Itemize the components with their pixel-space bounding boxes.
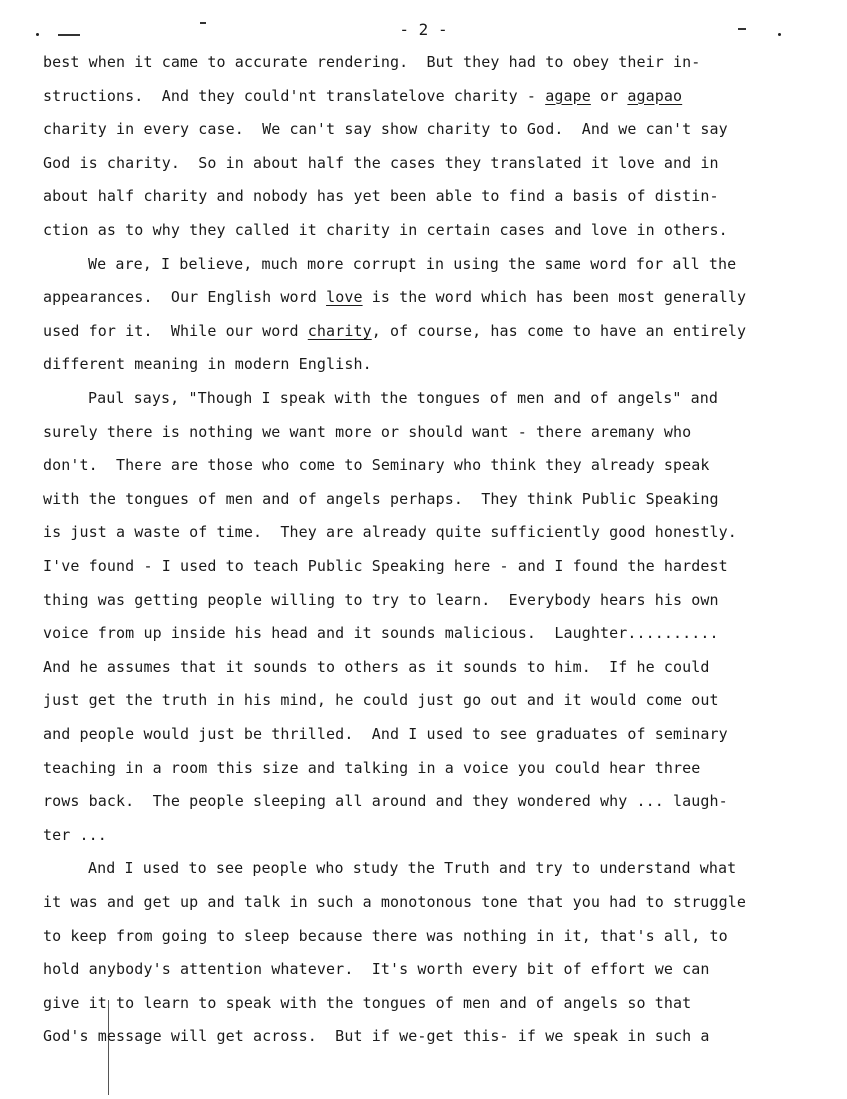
text-line [43, 86, 682, 106]
text-span: is the word which has been most generally [362, 288, 747, 307]
text-line [43, 489, 719, 509]
text-span: thing was getting people willing to try to learn. Everybody hears his own [43, 590, 719, 609]
text-span: different meaning in modern English. [43, 355, 372, 374]
text-line [43, 119, 728, 139]
text-line [43, 657, 710, 677]
text-span: to keep from going to sleep because there was nothing in it, that's all, to [43, 926, 728, 945]
text-span: And I used to see people who study the Truth and try to understand what [88, 859, 737, 878]
text-span: voice from up inside his head and it sounds malicious. Laughter.......... [43, 624, 719, 643]
text-span: it was and get up and talk in such a monotonous tone that you had to struggle [43, 893, 747, 911]
text-span: give it to learn to speak with the tongues of men and of angels so that [43, 993, 692, 1012]
text-span: is just a waste of time. They are already quite sufficiently good honestly. [43, 523, 737, 542]
text-span: ter ... [43, 825, 107, 844]
underlined-word: charity [307, 321, 372, 340]
text-span: ction as to why they called it charity in certain cases and love in others. [43, 221, 728, 239]
text-line [43, 287, 746, 307]
text-line [43, 52, 700, 72]
text-line [43, 556, 728, 576]
text-line [43, 791, 728, 811]
text-span: don't. There are those who come to Seminary who think they already speak [43, 456, 710, 475]
text-span: about half charity and nobody has yet been able to find a basis of distin- [43, 187, 719, 206]
text-line [43, 220, 728, 240]
text-span: best when it came to accurate rendering. But they had to obey their in- [43, 53, 701, 71]
text-line [43, 926, 728, 946]
text-line [43, 758, 700, 778]
text-line [43, 892, 746, 912]
text-line [43, 690, 719, 710]
text-line [43, 522, 737, 542]
text-line [43, 590, 719, 610]
text-span: surely there is nothing we want more or should want - there aremany who [43, 422, 692, 441]
text-span: teaching in a room this size and talking in a voice you could hear three [43, 758, 701, 777]
text-line [43, 153, 719, 173]
text-line [43, 354, 372, 374]
text-line [43, 321, 746, 341]
text-line [43, 1026, 710, 1046]
underlined-word: agape [545, 86, 591, 105]
text-span: rows back. The people sleeping all around and they wondered why ... laugh- [43, 792, 728, 811]
underlined-word: agapao [627, 86, 683, 105]
text-span: , of course, has come to have an entirely [371, 321, 747, 340]
text-line [43, 623, 719, 643]
text-span: appearances. Our English word [43, 288, 327, 307]
text-span: charity in every case. We can't say show charity to God. And we can't say [43, 120, 728, 139]
text-line [88, 858, 736, 878]
text-span: and people would just be thrilled. And I used to see graduates of seminary [43, 725, 728, 743]
text-line [43, 959, 710, 979]
text-span: used for it. While our word [43, 321, 308, 340]
text-line [43, 993, 691, 1013]
text-span: with the tongues of men and of angels perhaps. They think Public Speaking [43, 489, 719, 508]
text-span: or [590, 86, 628, 105]
text-line [43, 825, 107, 845]
text-span: God's message will get across. But if we-get this- if we speak in such a [43, 1027, 710, 1046]
text-line [43, 422, 691, 442]
text-span: I've found - I used to teach Public Speaking here - and I found the hardest [43, 557, 728, 575]
text-span: just get the truth in his mind, he could just go out and it would come out [43, 691, 719, 710]
text-span: We are, I believe, much more corrupt in using the same word for all the [88, 254, 737, 273]
text-span: hold anybody's attention whatever. It's worth every bit of effort we can [43, 960, 710, 979]
text-span: structions. And they could'nt translatelove charity - [43, 86, 546, 105]
text-span: Paul says, "Though I speak with the tongues of men and of angels" and [88, 389, 719, 407]
text-span: And he assumes that it sounds to others as it sounds to him. If he could [43, 657, 710, 676]
text-line [43, 724, 728, 744]
text-line [88, 388, 718, 408]
text-line [43, 455, 710, 475]
text-line [43, 186, 719, 206]
text-line [88, 254, 736, 274]
underlined-word: love [326, 288, 363, 307]
page-number: - 2 - [399, 20, 448, 39]
fold-line [108, 1000, 109, 1095]
text-span: God is charity. So in about half the cases they translated it love and in [43, 153, 719, 172]
